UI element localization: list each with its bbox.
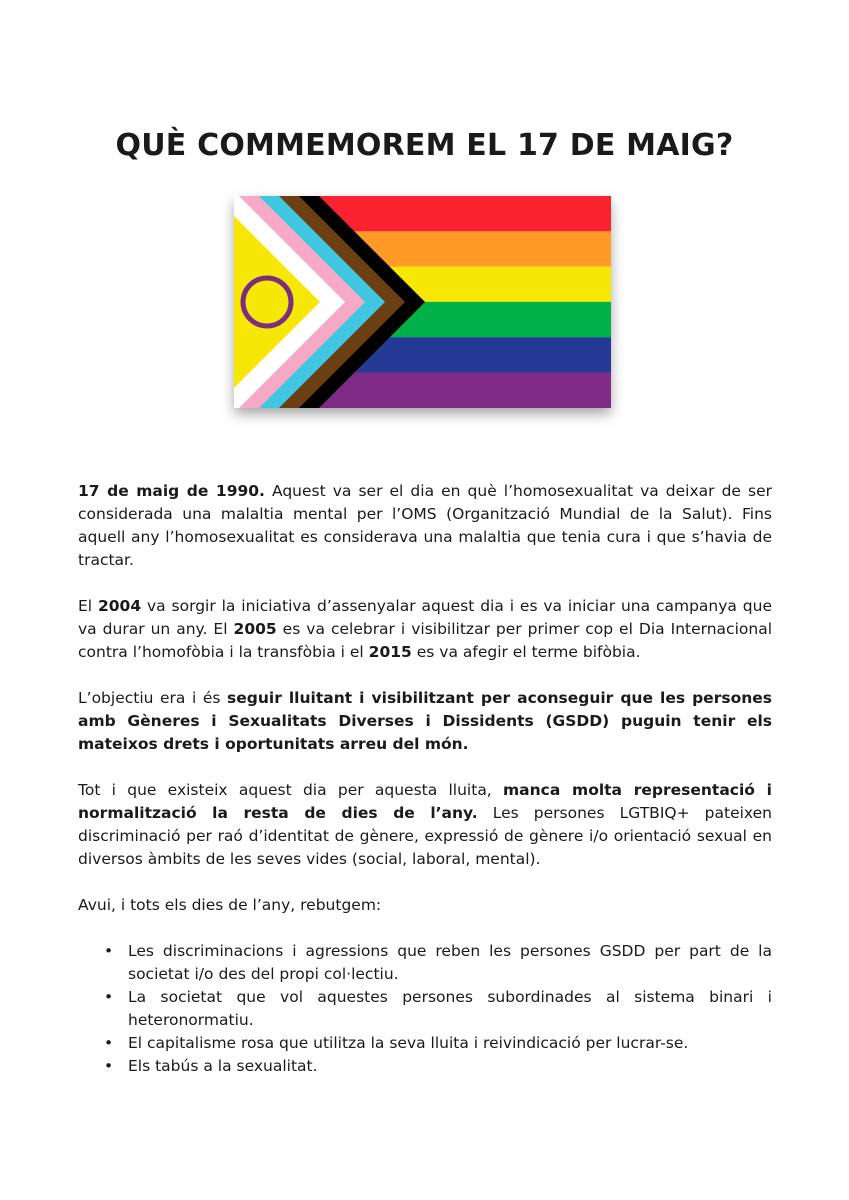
paragraph-text: es va afegir el terme bifòbia. — [411, 643, 641, 661]
paragraph-text: va sorgir la iniciativa d’assenyalar aquest dia i es va iniciar una campanya que va durar un any. El — [78, 597, 772, 638]
article-body — [78, 480, 772, 1078]
paragraph-text: Les persones LGTBIQ+ pateixen discriminació per raó d’identitat de gènere, expressió de gènere i/o orientació sexual en diversos àmbits de les seves vides (social, laboral, mental). — [78, 804, 772, 868]
paragraph-1990 — [78, 480, 772, 572]
paragraph-objective — [78, 687, 772, 756]
list-item: • Les discriminacions i agressions que reben les persones GSDD per part de la societat i/o des del propi col·lectiu. — [128, 940, 772, 986]
rejection-list — [78, 940, 772, 1078]
year-2004: 2004 — [97, 597, 142, 615]
paragraph-reject-intro: Avui, i tots els dies de l’any, rebutgem: — [78, 896, 382, 914]
paragraph-text: L’objectiu era i és — [78, 689, 228, 707]
paragraph-text: Tot i que existeix aquest dia per aquesta lluita, — [78, 781, 504, 799]
paragraph-text: El — [78, 597, 98, 615]
year-2005: 2005 — [233, 620, 277, 638]
representation-highlight: manca molta representació i normalització la resta de dies de l’any. — [78, 781, 772, 822]
paragraph-text: Aquest va ser el dia en què l’homosexualitat va deixar de ser considerada una malaltia mental per l’OMS (Organització Mundial de la Salut). Fins aquell any l’homosexualitat es considerava una malaltia que tenia cura i que s’havia de tractar. — [78, 482, 773, 569]
progress-pride-flag — [234, 196, 611, 408]
list-item: • El capitalisme rosa que utilitza la seva lluita i reivindicació per lucrar-se. — [128, 1032, 772, 1055]
paragraph-history — [78, 595, 772, 664]
list-item: • Els tabús a la sexualitat. — [128, 1055, 772, 1078]
paragraph-representation — [78, 779, 772, 871]
flag-graphic — [234, 196, 611, 408]
list-item: • La societat que vol aquestes persones subordinades al sistema binari i heteronormatiu. — [128, 986, 772, 1032]
page-title: QUÈ COMMEMOREM EL 17 DE MAIG? — [115, 128, 734, 164]
objective-highlight: seguir lluitant i visibilitzant per aconseguir que les persones amb Gèneres i Sexualitats Diverses i Dissidents (GSDD) puguin tenir els mateixos drets i oportunitats arreu del món. — [78, 689, 772, 753]
date-1990: 17 de maig de 1990. — [78, 482, 265, 500]
paragraph-text: es va celebrar i visibilitzar per primer cop el Dia Internacional contra l’homofòbia i la transfòbia i el — [78, 620, 772, 661]
year-2015: 2015 — [368, 643, 412, 661]
